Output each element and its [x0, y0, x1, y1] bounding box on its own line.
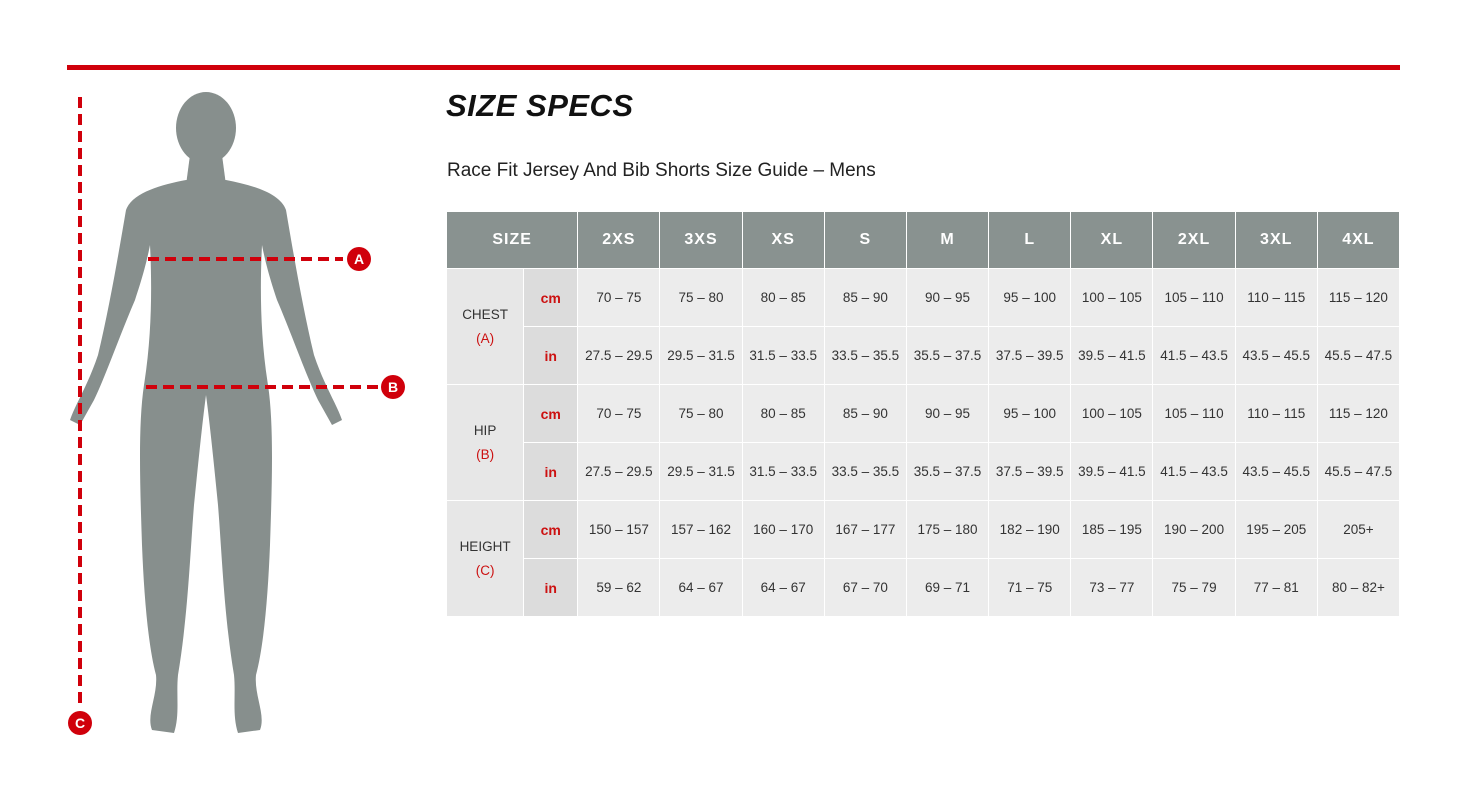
measure-cell — [447, 269, 524, 385]
measure-cell — [447, 501, 524, 617]
human-silhouette — [70, 92, 342, 733]
unit-cell: in — [524, 559, 578, 617]
value-cell: 27.5 – 29.5 — [578, 327, 660, 385]
value-cell: 75 – 80 — [660, 269, 742, 327]
value-cell: 43.5 – 45.5 — [1235, 327, 1317, 385]
value-cell: 29.5 – 31.5 — [660, 327, 742, 385]
table-row — [447, 443, 1400, 501]
unit-cell: cm — [524, 269, 578, 327]
measure-letter: (A) — [476, 330, 495, 346]
value-cell: 31.5 – 33.5 — [742, 327, 824, 385]
value-cell: 185 – 195 — [1071, 501, 1153, 559]
value-cell: 45.5 – 47.5 — [1317, 443, 1399, 501]
size-column-header: 2XL — [1153, 212, 1235, 269]
value-cell: 90 – 95 — [906, 385, 988, 443]
table-row — [447, 269, 1400, 327]
value-cell: 160 – 170 — [742, 501, 824, 559]
header-row — [447, 212, 1400, 269]
value-cell: 41.5 – 43.5 — [1153, 327, 1235, 385]
value-cell: 100 – 105 — [1071, 269, 1153, 327]
value-cell: 64 – 67 — [660, 559, 742, 617]
table-row — [447, 327, 1400, 385]
size-column-header: L — [989, 212, 1071, 269]
value-cell: 59 – 62 — [578, 559, 660, 617]
value-cell: 150 – 157 — [578, 501, 660, 559]
size-column-header: 3XL — [1235, 212, 1317, 269]
value-cell: 80 – 85 — [742, 269, 824, 327]
value-cell: 167 – 177 — [824, 501, 906, 559]
marker-b-label: B — [387, 379, 399, 395]
value-cell: 37.5 – 39.5 — [989, 327, 1071, 385]
value-cell: 80 – 82+ — [1317, 559, 1399, 617]
value-cell: 27.5 – 29.5 — [578, 443, 660, 501]
size-column-header: 4XL — [1317, 212, 1399, 269]
measure-label: HEIGHT — [459, 538, 511, 554]
size-column-header: XS — [742, 212, 824, 269]
measure-label: CHEST — [462, 306, 508, 322]
value-cell: 182 – 190 — [989, 501, 1071, 559]
size-chart-table — [446, 211, 1400, 617]
value-cell: 35.5 – 37.5 — [906, 327, 988, 385]
value-cell: 105 – 110 — [1153, 385, 1235, 443]
measure-label: HIP — [473, 422, 497, 438]
page-title: SIZE SPECS — [446, 88, 634, 123]
marker-c-label: C — [74, 715, 86, 731]
value-cell: 35.5 – 37.5 — [906, 443, 988, 501]
value-cell: 37.5 – 39.5 — [989, 443, 1071, 501]
measure-cell — [447, 385, 524, 501]
value-cell: 43.5 – 45.5 — [1235, 443, 1317, 501]
unit-cell: cm — [524, 501, 578, 559]
value-cell: 105 – 110 — [1153, 269, 1235, 327]
size-column-header: 2XS — [578, 212, 660, 269]
value-cell: 190 – 200 — [1153, 501, 1235, 559]
size-column-header: S — [824, 212, 906, 269]
value-cell: 31.5 – 33.5 — [742, 443, 824, 501]
value-cell: 64 – 67 — [742, 559, 824, 617]
value-cell: 70 – 75 — [578, 269, 660, 327]
unit-cell: cm — [524, 385, 578, 443]
value-cell: 205+ — [1317, 501, 1399, 559]
value-cell: 33.5 – 35.5 — [824, 327, 906, 385]
value-cell: 73 – 77 — [1071, 559, 1153, 617]
table-header — [447, 212, 1400, 269]
value-cell: 110 – 115 — [1235, 269, 1317, 327]
value-cell: 85 – 90 — [824, 385, 906, 443]
size-column-header: 3XS — [660, 212, 742, 269]
value-cell: 75 – 79 — [1153, 559, 1235, 617]
size-column-header: XL — [1071, 212, 1153, 269]
value-cell: 157 – 162 — [660, 501, 742, 559]
value-cell: 71 – 75 — [989, 559, 1071, 617]
marker-a-label: A — [353, 251, 365, 267]
value-cell: 39.5 – 41.5 — [1071, 443, 1153, 501]
table-row — [447, 501, 1400, 559]
value-cell: 45.5 – 47.5 — [1317, 327, 1399, 385]
value-cell: 77 – 81 — [1235, 559, 1317, 617]
value-cell: 33.5 – 35.5 — [824, 443, 906, 501]
value-cell: 175 – 180 — [906, 501, 988, 559]
table-row — [447, 385, 1400, 443]
size-header: SIZE — [447, 212, 578, 269]
table-body — [447, 269, 1400, 617]
value-cell: 69 – 71 — [906, 559, 988, 617]
page-subtitle: Race Fit Jersey And Bib Shorts Size Guide – Mens — [447, 160, 876, 181]
unit-cell: in — [524, 327, 578, 385]
table-row — [447, 559, 1400, 617]
unit-cell: in — [524, 443, 578, 501]
measure-letter: (B) — [476, 446, 495, 462]
value-cell: 90 – 95 — [906, 269, 988, 327]
value-cell: 95 – 100 — [989, 269, 1071, 327]
value-cell: 115 – 120 — [1317, 269, 1399, 327]
measure-letter: (C) — [475, 562, 495, 578]
size-column-header: M — [906, 212, 988, 269]
value-cell: 100 – 105 — [1071, 385, 1153, 443]
value-cell: 41.5 – 43.5 — [1153, 443, 1235, 501]
top-accent-rule — [67, 65, 1400, 70]
value-cell: 85 – 90 — [824, 269, 906, 327]
value-cell: 195 – 205 — [1235, 501, 1317, 559]
value-cell: 115 – 120 — [1317, 385, 1399, 443]
value-cell: 95 – 100 — [989, 385, 1071, 443]
value-cell: 29.5 – 31.5 — [660, 443, 742, 501]
value-cell: 75 – 80 — [660, 385, 742, 443]
value-cell: 80 – 85 — [742, 385, 824, 443]
value-cell: 39.5 – 41.5 — [1071, 327, 1153, 385]
value-cell: 67 – 70 — [824, 559, 906, 617]
body-measurement-figure — [40, 85, 420, 755]
value-cell: 110 – 115 — [1235, 385, 1317, 443]
value-cell: 70 – 75 — [578, 385, 660, 443]
